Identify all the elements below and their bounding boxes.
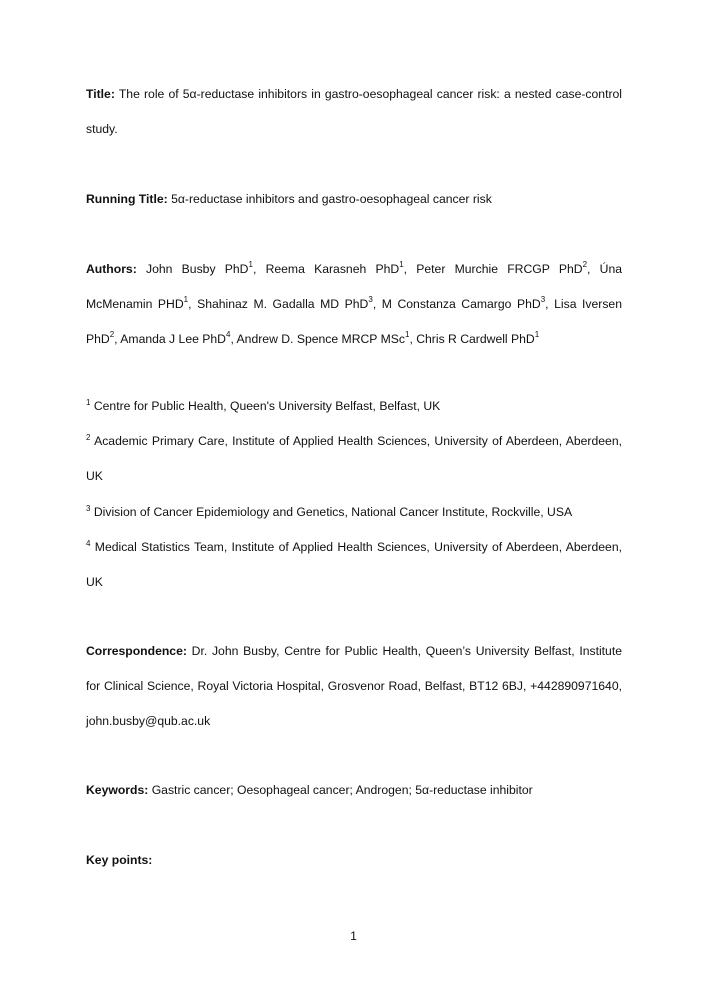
author-affiliation-mark: 1 [399, 259, 404, 269]
affiliation-item [86, 495, 622, 530]
author-separator: , [114, 331, 121, 346]
author-affiliation-mark: 2 [109, 329, 115, 339]
page-number: 1 [350, 929, 357, 943]
author-separator: , [403, 262, 417, 276]
affiliation-text: Medical Statistics Team, Institute of Applied Health Sciences, University of Aberdeen, Aberdeen, UK [86, 540, 622, 589]
running-title-paragraph [86, 182, 622, 217]
author-affiliation-mark: 3 [540, 294, 546, 304]
author-name: M Constanza Camargo PhD [381, 296, 541, 311]
keywords-label: Keywords: [86, 783, 149, 797]
author-name: John Busby PhD [146, 262, 249, 276]
keywords-text: Gastric cancer; Oesophageal cancer; Androgen; 5α-reductase inhibitor [151, 783, 533, 797]
authors-label: Authors: [86, 262, 137, 276]
author-name: Amanda J Lee PhD [120, 331, 226, 346]
author-affiliation-mark: 1 [534, 329, 540, 339]
author-name: Reema Karasneh PhD [265, 262, 400, 276]
author-name: Peter Murchie FRCGP PhD [416, 262, 583, 276]
key-points-label: Key points: [86, 853, 153, 867]
affiliation-number: 2 [86, 432, 91, 442]
running-title-label: Running Title: [86, 192, 168, 206]
affiliation-number: 4 [86, 538, 91, 548]
author-name: Shahinaz M. Gadalla MD PhD [197, 296, 369, 311]
author-separator: , [409, 331, 417, 346]
author-name: Andrew D. Spence MRCP MSc [236, 331, 405, 346]
affiliation-item [86, 389, 622, 424]
correspondence-label: Correspondence: [86, 644, 187, 658]
author-affiliation-mark: 1 [183, 294, 189, 304]
affiliation-number: 1 [86, 397, 91, 407]
running-title-text: 5α-reductase inhibitors and gastro-oesophageal cancer risk [171, 192, 492, 206]
author-name: Chris R Cardwell PhD [416, 331, 535, 346]
author-affiliation-mark: 1 [248, 259, 253, 269]
correspondence-paragraph [86, 634, 622, 738]
author-name: Úna McMenamin PHD [86, 262, 623, 311]
affiliation-text: Division of Cancer Epidemiology and Genetics, National Cancer Institute, Rockville, USA [93, 505, 573, 519]
author-name: Lisa Iversen PhD [86, 296, 622, 346]
affiliation-item [86, 424, 622, 494]
affiliation-text: Centre for Public Health, Queen's University Belfast, Belfast, UK [93, 399, 441, 413]
author-separator: , [188, 296, 198, 311]
authors-paragraph [86, 252, 622, 356]
author-affiliation-mark: 1 [404, 329, 410, 339]
author-affiliation-mark: 3 [368, 294, 373, 304]
author-separator: , [252, 262, 266, 276]
author-separator: , [372, 296, 382, 311]
key-points-paragraph [86, 843, 622, 878]
author-separator: , [587, 262, 600, 276]
title-text: The role of 5α-reductase inhibitors in gastro-oesophageal cancer risk: a nested case-control study. [86, 87, 623, 136]
affiliation-text: Academic Primary Care, Institute of Applied Health Sciences, University of Aberdeen, Aberdeen, UK [86, 434, 622, 483]
keywords-paragraph [86, 773, 622, 808]
correspondence-text: Dr. John Busby, Centre for Public Health, Queen’s University Belfast, Institute for Clinical Science, Royal Victoria Hospital, Grosvenor Road, Belfast, BT12 6BJ, +442890971640, john.busby@qub.ac.uk [86, 644, 623, 728]
author-separator: , [545, 296, 555, 311]
author-affiliation-mark: 2 [582, 259, 588, 269]
title-paragraph [86, 77, 622, 147]
authors-list [86, 259, 623, 346]
title-label: Title: [86, 87, 115, 101]
affiliation-number: 3 [86, 503, 91, 513]
author-separator: , [230, 331, 237, 346]
author-affiliation-mark: 4 [225, 329, 231, 339]
affiliation-item [86, 530, 622, 600]
